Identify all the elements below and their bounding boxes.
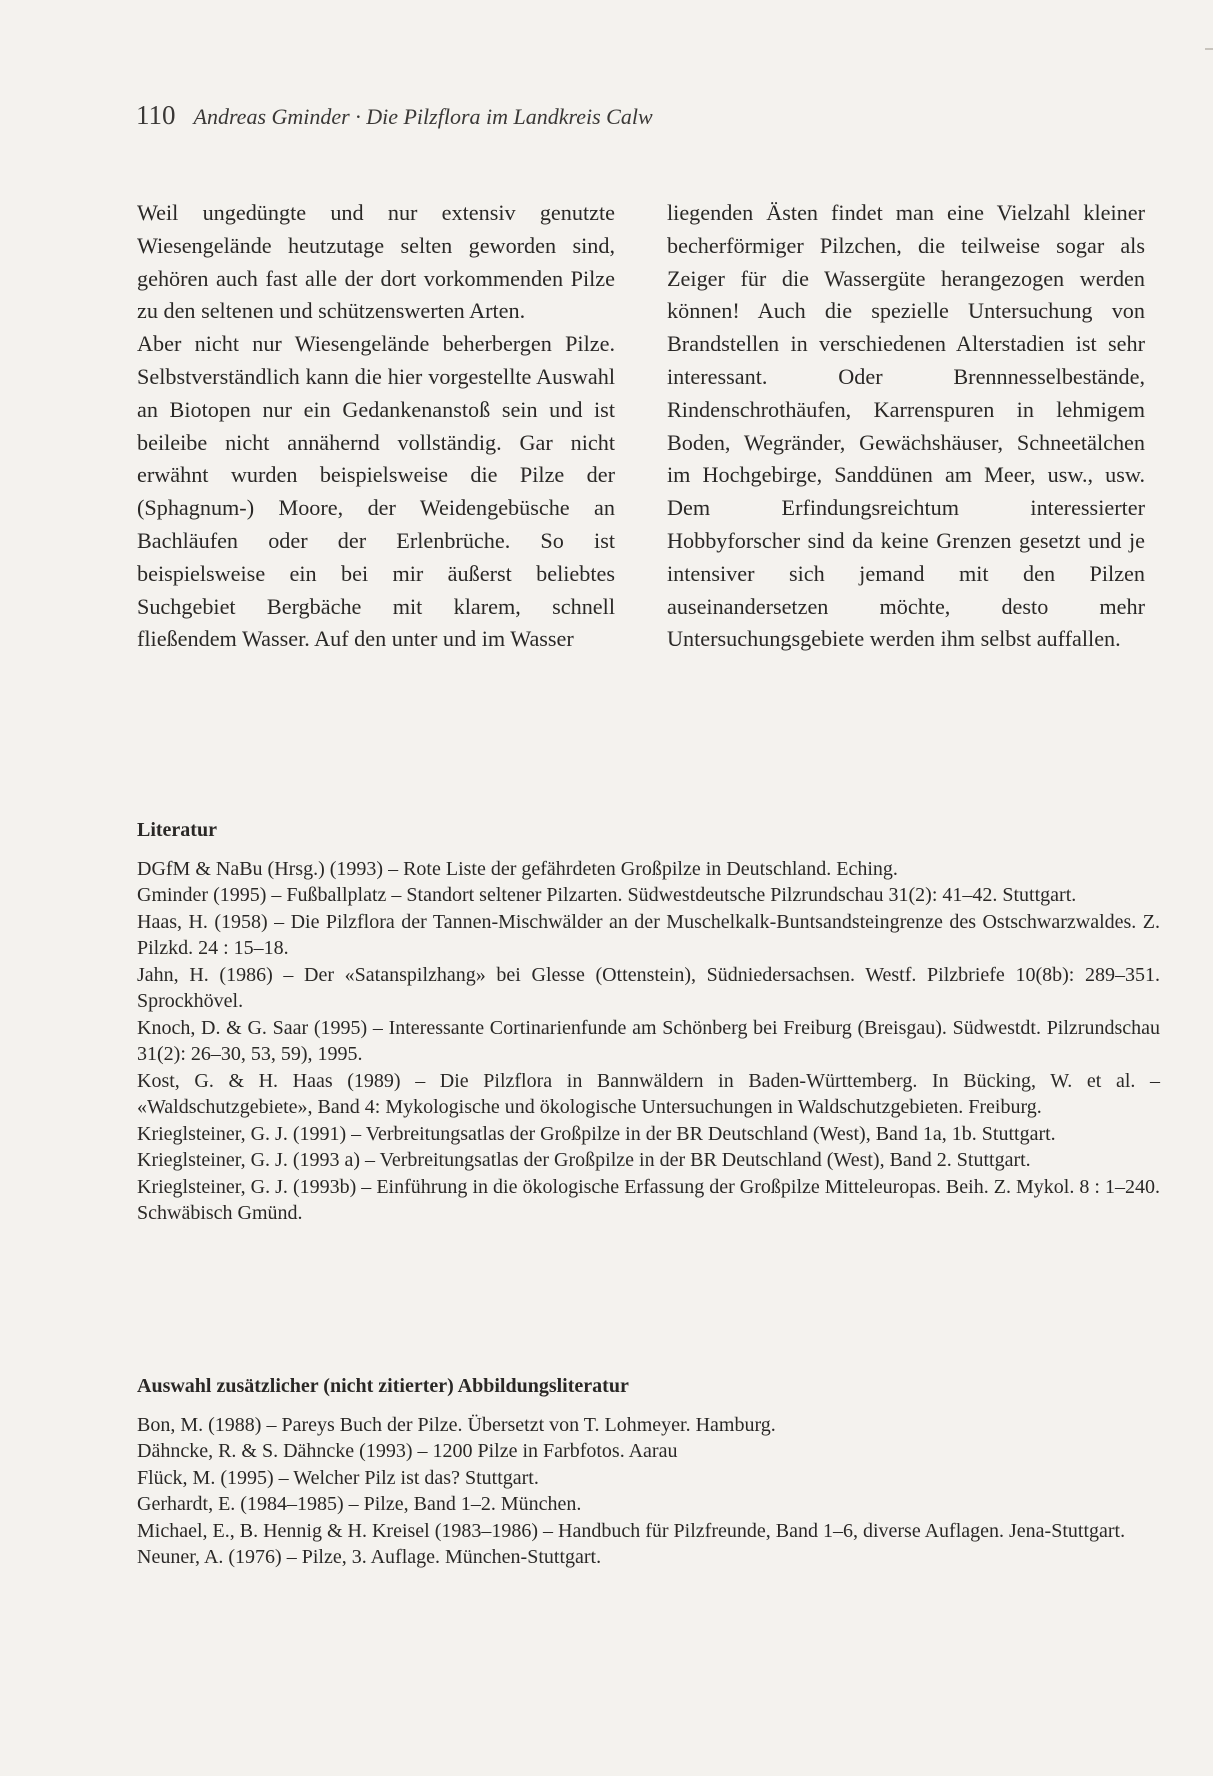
body-column-left — [137, 197, 615, 656]
body-paragraph: Aber nicht nur Wiesengelände beherbergen Pilze. Selbstverständlich kann die hier vorgestellte Auswahl an Biotopen nur ein Gedankenanstoß sein und ist beileibe nicht annähernd vollständig. Gar nicht erwähnt wurden beispielsweise die Pilze der (Sphagnum-) Moore, der Weidengebüsche an Bachläufen oder der Erlenbrüche. So ist beispielsweise ein bei mir äußerst beliebtes Suchgebiet Bergbäche mit klarem, schnell fließendem Wasser. Auf den unter und im Wasser — [137, 331, 615, 652]
margin-mark — [1205, 48, 1213, 50]
literature-heading: Literatur — [137, 819, 217, 841]
reference-entry: Krieglsteiner, G. J. (1993 a) – Verbreitungsatlas der Großpilze in der BR Deutschland (West), Band 2. Stuttgart. — [137, 1149, 1031, 1171]
reference-entry: DGfM & NaBu (Hrsg.) (1993) – Rote Liste der gefährdeten Großpilze in Deutschland. Eching. — [137, 857, 898, 880]
body-paragraph: Weil ungedüngte und nur extensiv genutzte Wiesengelände heutzutage selten geworden sind, gehören auch fast alle der dort vorkommenden Pilze zu den seltenen und schützenswerten Arten. — [137, 200, 615, 324]
literature-section — [137, 817, 1160, 1227]
body-paragraph: liegenden Ästen findet man eine Vielzahl kleiner becherförmiger Pilzchen, die teilweise sogar als Zeiger für die Wassergüte herangezogen werden können! Auch die spezielle Untersuchung von Brandstellen in verschiedenen Alterstadien ist sehr interessant. Oder Brennnesselbestände, Rindenschrothäufen, Karrenspuren in lehmigem Boden, Wegränder, Gewächshäuser, Schneetälchen im Hochgebirge, Sanddünen am Meer, usw., usw. Dem Erfindungsreichtum interessierter Hobbyforscher sind da keine Grenzen gesetzt und je intensiver sich jemand mit den Pilzen auseinandersetzen möchte, desto mehr Untersuchungsgebiete werden ihm selbst auffallen. — [667, 200, 1145, 652]
illustration-literature-heading: Auswahl zusätzlicher (nicht zitierter) Abbildungsliteratur — [137, 1375, 629, 1397]
running-title: Andreas Gminder · Die Pilzflora im Landkreis Calw — [193, 104, 653, 129]
reference-entry: Bon, M. (1988) – Pareys Buch der Pilze. Übersetzt von T. Lohmeyer. Hamburg. — [137, 1413, 776, 1436]
reference-entry: Dähncke, R. & S. Dähncke (1993) – 1200 Pilze in Farbfotos. Aarau — [137, 1440, 678, 1462]
reference-entry: Krieglsteiner, G. J. (1991) – Verbreitungsatlas der Großpilze in der BR Deutschland (West), Band 1a, 1b. Stuttgart. — [137, 1122, 1056, 1145]
reference-entry: Gerhardt, E. (1984–1985) – Pilze, Band 1–2. München. — [137, 1493, 582, 1515]
reference-entry: Kost, G. & H. Haas (1989) – Die Pilzflora in Bannwäldern in Baden-Württemberg. In Bücking, W. et al. – «Waldschutzgebiete», Band 4: Mykologische und ökologische Untersuchungen in Waldschutzgebieten. Freiburg. — [137, 1069, 1160, 1118]
reference-entry: Michael, E., B. Hennig & H. Kreisel (1983–1986) – Handbuch für Pilzfreunde, Band 1–6, diverse Auflagen. Jena-Stuttgart. — [137, 1519, 1126, 1542]
running-header — [136, 100, 1136, 131]
reference-entry: Neuner, A. (1976) – Pilze, 3. Auflage. München-Stuttgart. — [137, 1546, 602, 1568]
reference-entry: Haas, H. (1958) – Die Pilzflora der Tannen-Mischwälder an der Muschelkalk-Buntsandsteingrenze des Ostschwarzwaldes. Z. Pilzkd. 24 : 15–18. — [137, 910, 1160, 959]
reference-entry: Knoch, D. & G. Saar (1995) – Interessante Cortinarienfunde am Schönberg bei Freiburg (Breisgau). Südwestdt. Pilzrundschau 31(2): 26–30, 53, 59), 1995. — [137, 1016, 1160, 1065]
body-column-right — [667, 197, 1145, 656]
reference-entry: Gminder (1995) – Fußballplatz – Standort seltener Pilzarten. Südwestdeutsche Pilzrundschau 31(2): 41–42. Stuttgart. — [137, 884, 1077, 906]
illustration-literature-section — [137, 1373, 1160, 1571]
reference-entry: Krieglsteiner, G. J. (1993b) – Einführung in die ökologische Erfassung der Großpilze Mitteleuropas. Beih. Z. Mykol. 8 : 1–240. Schwäbisch Gmünd. — [137, 1175, 1160, 1224]
page-number: 110 — [136, 100, 176, 130]
reference-entry: Jahn, H. (1986) – Der «Satanspilzhang» bei Glesse (Ottenstein), Südniedersachsen. Westf. Pilzbriefe 10(8b): 289–351. Sprockhövel. — [137, 963, 1160, 1012]
reference-entry: Flück, M. (1995) – Welcher Pilz ist das? Stuttgart. — [137, 1466, 539, 1489]
